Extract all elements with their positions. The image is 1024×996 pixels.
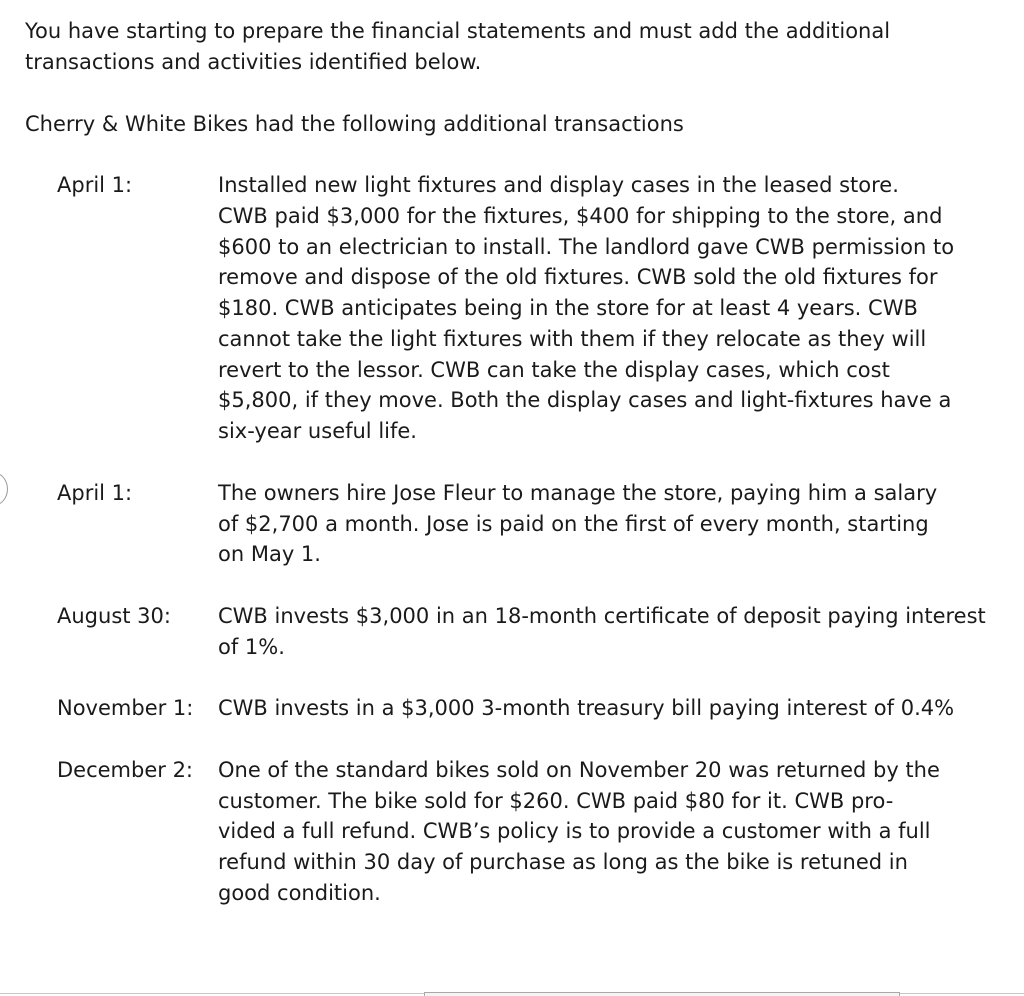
transaction-text-line: $600 to an electrician to install. The landlord gave CWB permission to <box>218 235 955 259</box>
transaction-text-line: One of the standard bikes sold on November 20 was returned by the <box>218 758 940 782</box>
transaction-text-line: Installed new light fixtures and display cases in the leased store. <box>218 173 899 197</box>
transaction-text-line: CWB invests in a $3,000 3-month treasury bill paying interest of 0.4% <box>218 696 955 720</box>
transaction-date: April 1: <box>57 481 133 505</box>
transaction-text-line: good condition. <box>218 881 381 905</box>
transaction-text-line: CWB paid $3,000 for the fixtures, $400 for shipping to the store, and <box>218 204 943 228</box>
transaction-text-line: refund within 30 day of purchase as long as the bike is retuned in <box>218 850 908 874</box>
intro-line-1: You have starting to prepare the financial statements and must add the additional <box>25 19 891 43</box>
transaction-text-line: revert to the lessor. CWB can take the display cases, which cost <box>218 358 890 382</box>
left-edge-circle-icon <box>0 472 8 506</box>
transaction-text-line: of 1%. <box>218 635 285 659</box>
transaction-text-line: $180. CWB anticipates being in the store for at least 4 years. CWB <box>218 296 918 320</box>
transaction-text-line: of $2,700 a month. Jose is paid on the first of every month, starting <box>218 512 929 536</box>
transaction-text-line: vided a full refund. CWB’s policy is to provide a customer with a full <box>218 819 931 843</box>
transaction-text-line: on May 1. <box>218 542 321 566</box>
transaction-text-line: The owners hire Jose Fleur to manage the store, paying him a salary <box>218 481 938 505</box>
transaction-date: December 2: <box>57 758 194 782</box>
transaction-text-line: cannot take the light fixtures with them if they relocate as they will <box>218 327 927 351</box>
transaction-text-line: six-year useful life. <box>218 419 417 443</box>
section-heading: Cherry & White Bikes had the following additional transactions <box>25 112 684 136</box>
transaction-text-line: customer. The bike sold for $260. CWB paid $80 for it. CWB pro- <box>218 789 894 813</box>
intro-line-2: transactions and activities identified below. <box>25 50 482 74</box>
transaction-date: April 1: <box>57 173 133 197</box>
transaction-date: August 30: <box>57 604 171 628</box>
transaction-text-line: $5,800, if they move. Both the display cases and light-fixtures have a <box>218 388 952 412</box>
transaction-text-line: CWB invests $3,000 in an 18-month certificate of deposit paying interest <box>218 604 986 628</box>
bottom-edge-box <box>424 992 900 996</box>
transaction-date: November 1: <box>57 696 194 720</box>
transaction-text-line: remove and dispose of the old fixtures. CWB sold the old fixtures for <box>218 265 938 289</box>
